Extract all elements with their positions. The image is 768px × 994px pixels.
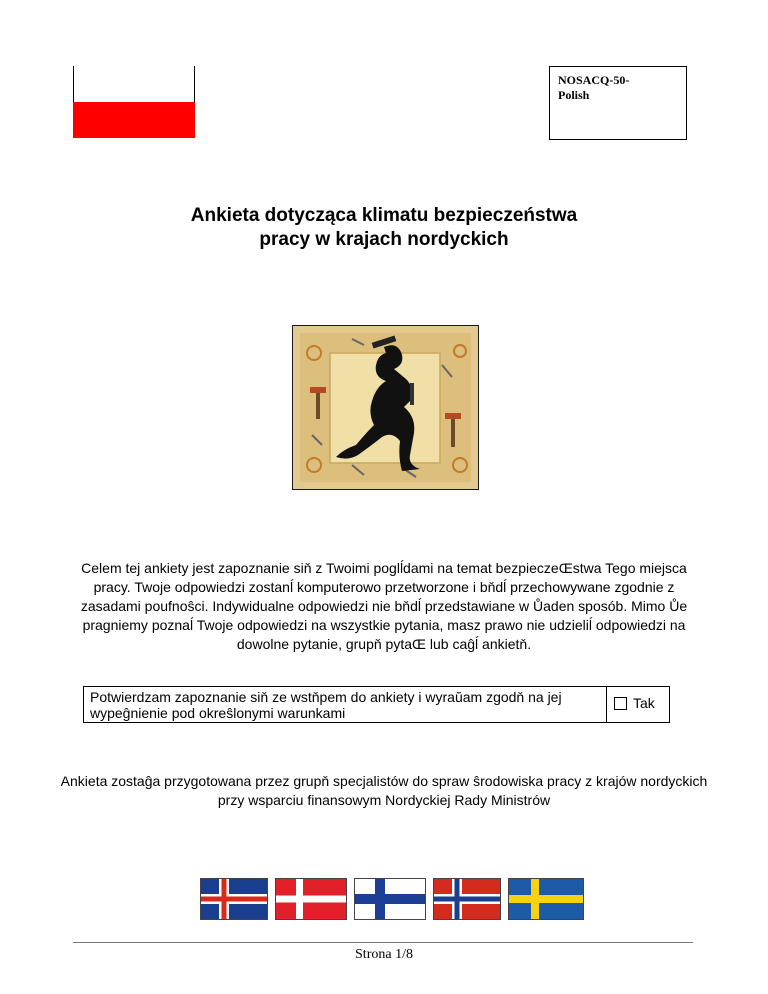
title-line-2: pracy w krajach nordyckich <box>259 229 509 250</box>
consent-yes-label: Tak <box>633 695 655 711</box>
denmark-flag <box>275 878 347 920</box>
finland-flag <box>354 878 426 920</box>
sweden-flag <box>508 878 584 920</box>
intro-paragraph: Celem tej ankiety jest zapoznanie siň z Twoimi poglĺdami na temat bezpieczeŒstwa Tego miejsca pracy. Twoje odpowiedzi zostanĺ komputerowo przetworzone i bňdĺ przechowywane zgodnie z zasadami poufnoŝci. Indywidualne odpowiedzi nie bňdĺ przedstawiane w Ůaden sposób. Mimo Ůe pragniemy poznaĺ Twoje odpowiedzi na wszystkie pytania, masz prawo nie udzieliĺ odpowiedzi na dowolne pytanie, grupň pytaŒ lub caĝĺ ankietň. <box>80 560 688 652</box>
funding-note: Ankieta zostaĝa przygotowana przez grupň specjalistów do spraw ŝrodowiska pracy z krajów nordyckich przy wsparciu finansowym Nordyckiej Rady Ministrów <box>60 773 708 808</box>
consent-divider <box>606 687 607 722</box>
poland-flag-red-band <box>73 102 195 138</box>
survey-code-label: NOSACQ-50- Polish <box>558 73 630 102</box>
title-line-1: Ankieta dotycząca klimatu bezpieczeństwa <box>190 205 578 226</box>
poland-flag-white-band <box>73 66 195 102</box>
footer-rule <box>73 942 693 943</box>
consent-yes-option[interactable] <box>614 695 655 711</box>
survey-title <box>0 204 768 252</box>
consent-checkbox[interactable] <box>614 697 627 710</box>
consent-text: Potwierdzam zapoznanie siň ze wstňpem do ankiety i wyraŭam zgodň na jej wypeĝnienie pod okreŝlonymi warunkami <box>90 689 562 721</box>
norway-flag <box>433 878 501 920</box>
iceland-flag <box>200 878 268 920</box>
consent-box <box>83 686 670 723</box>
nordic-flags-row <box>200 878 584 920</box>
worker-clipart-image <box>292 325 479 490</box>
page-number: Strona 1/8 <box>355 947 413 962</box>
survey-code-box <box>549 66 687 140</box>
poland-flag <box>73 66 195 138</box>
